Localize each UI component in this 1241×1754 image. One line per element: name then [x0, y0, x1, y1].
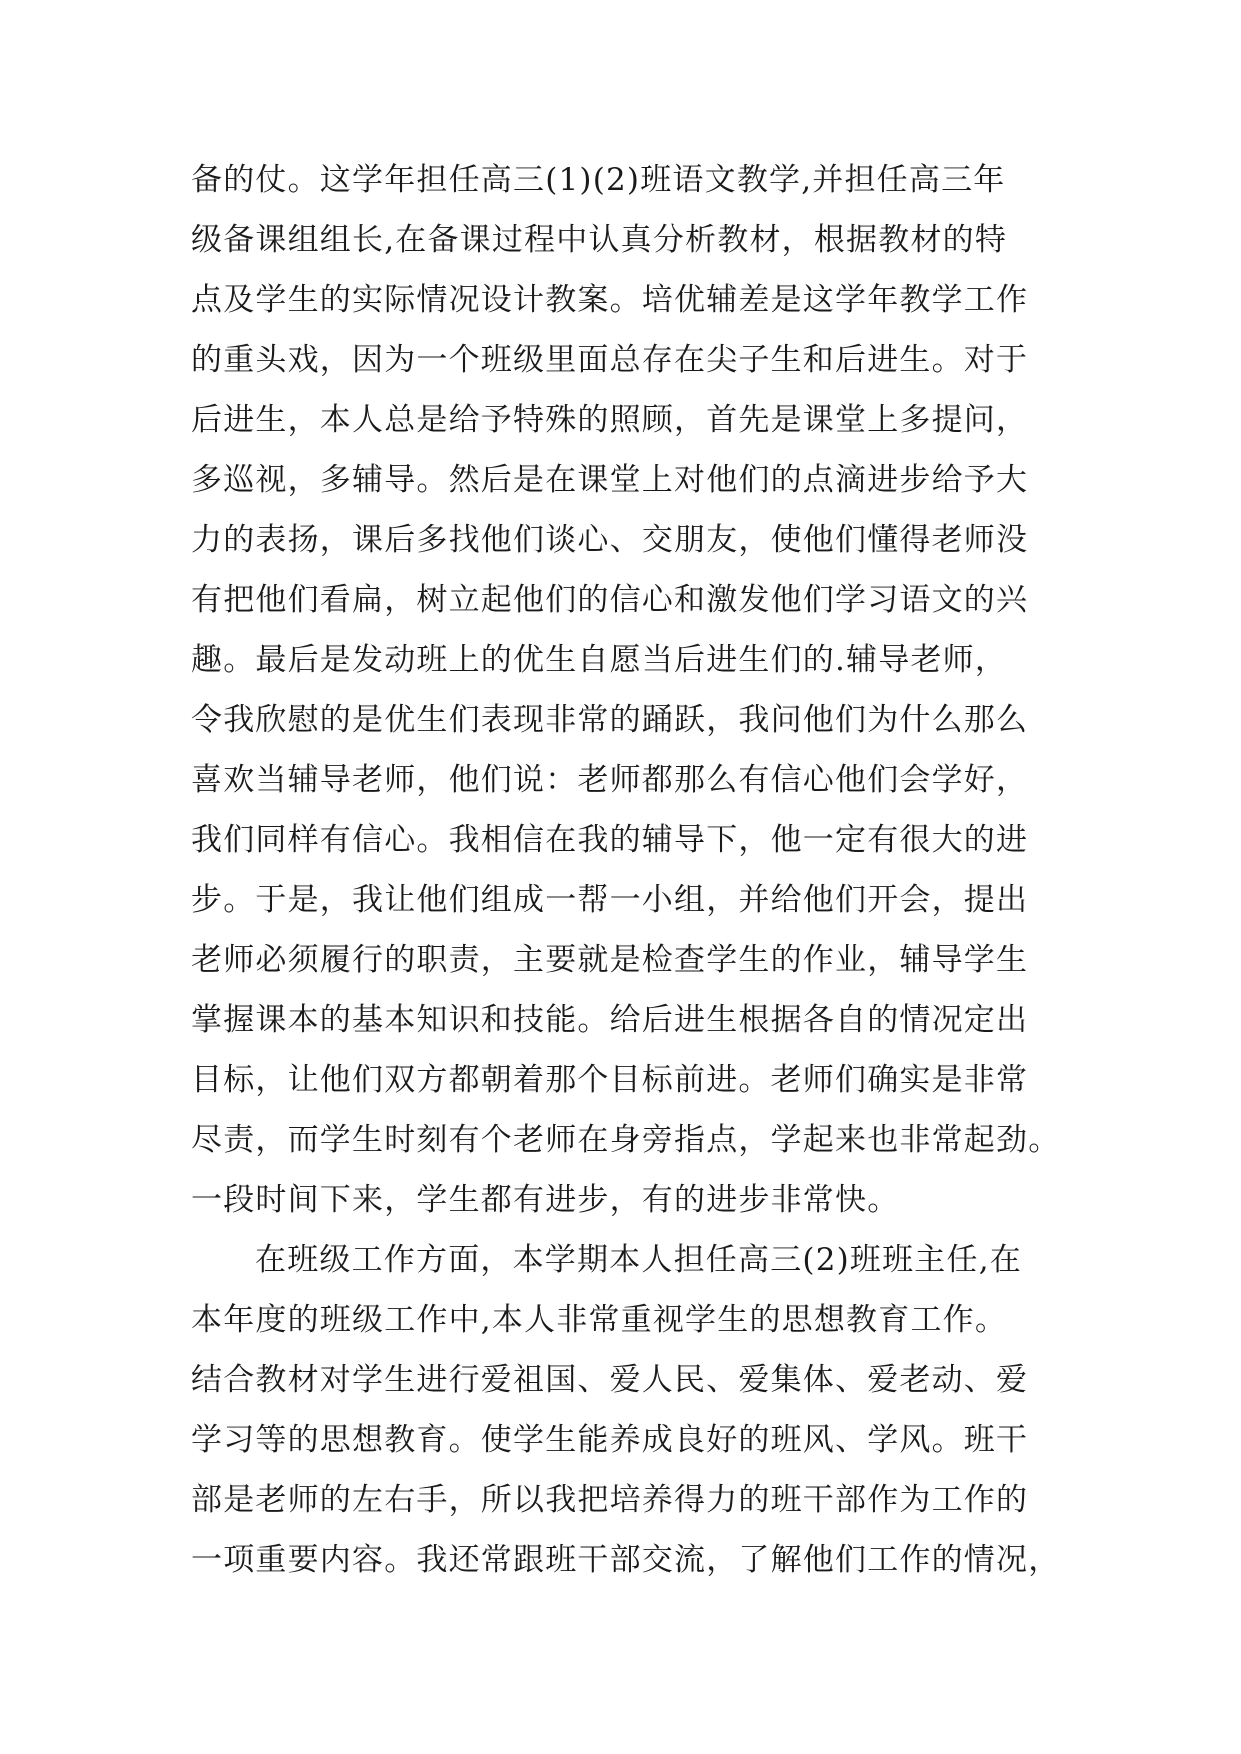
text-line: 令我欣慰的是优生们表现非常的踊跃，我问他们为什么那么 [191, 702, 1029, 738]
paragraph-first-line: 在班级工作方面，本学期本人担任高三(2)班班主任,在 [255, 1242, 1022, 1278]
text-line: 我们同样有信心。我相信在我的辅导下，他一定有很大的进 [191, 822, 1029, 858]
text-line: 喜欢当辅导老师，他们说：老师都那么有信心他们会学好， [191, 762, 1029, 798]
text-line: 结合教材对学生进行爱祖国、爱人民、爱集体、爱老动、爱 [191, 1362, 1029, 1398]
text-line: 部是老师的左右手，所以我把培养得力的班干部作为工作的 [191, 1482, 1029, 1518]
text-line: 目标，让他们双方都朝着那个目标前进。老师们确实是非常 [191, 1062, 1029, 1098]
text-line: 力的表扬，课后多找他们谈心、交朋友，使他们懂得老师没 [191, 522, 1029, 558]
text-line: 老师必须履行的职责，主要就是检查学生的作业，辅导学生 [191, 942, 1029, 978]
text-line: 级备课组组长,在备课过程中认真分析教材，根据教材的特 [191, 222, 1008, 258]
text-line: 尽责，而学生时刻有个老师在身旁指点，学起来也非常起劲。 [191, 1122, 1061, 1158]
text-line: 多巡视，多辅导。然后是在课堂上对他们的点滴进步给予大 [191, 462, 1029, 498]
text-line: 趣。最后是发动班上的优生自愿当后进生们的.辅导老师， [191, 642, 1008, 678]
text-line: 备的仗。这学年担任高三(1)(2)班语文教学,并担任高三年 [191, 162, 1006, 198]
text-line: 本年度的班级工作中,本人非常重视学生的思想教育工作。 [191, 1302, 1008, 1338]
text-line: 点及学生的实际情况设计教案。培优辅差是这学年教学工作 [191, 282, 1029, 318]
text-line: 学习等的思想教育。使学生能养成良好的班风、学风。班干 [191, 1422, 1029, 1458]
text-line: 后进生，本人总是给予特殊的照顾，首先是课堂上多提问， [191, 402, 1029, 438]
text-line: 一段时间下来，学生都有进步，有的进步非常快。 [191, 1182, 900, 1218]
text-line: 一项重要内容。我还常跟班干部交流，了解他们工作的情况， [191, 1542, 1061, 1578]
text-line: 步。于是，我让他们组成一帮一小组，并给他们开会，提出 [191, 882, 1029, 918]
body-text [191, 160, 1071, 1580]
text-line: 掌握课本的基本知识和技能。给后进生根据各自的情况定出 [191, 1002, 1029, 1038]
text-line: 的重头戏，因为一个班级里面总存在尖子生和后进生。对于 [191, 342, 1029, 378]
text-line: 有把他们看扁，树立起他们的信心和激发他们学习语文的兴 [191, 582, 1029, 618]
